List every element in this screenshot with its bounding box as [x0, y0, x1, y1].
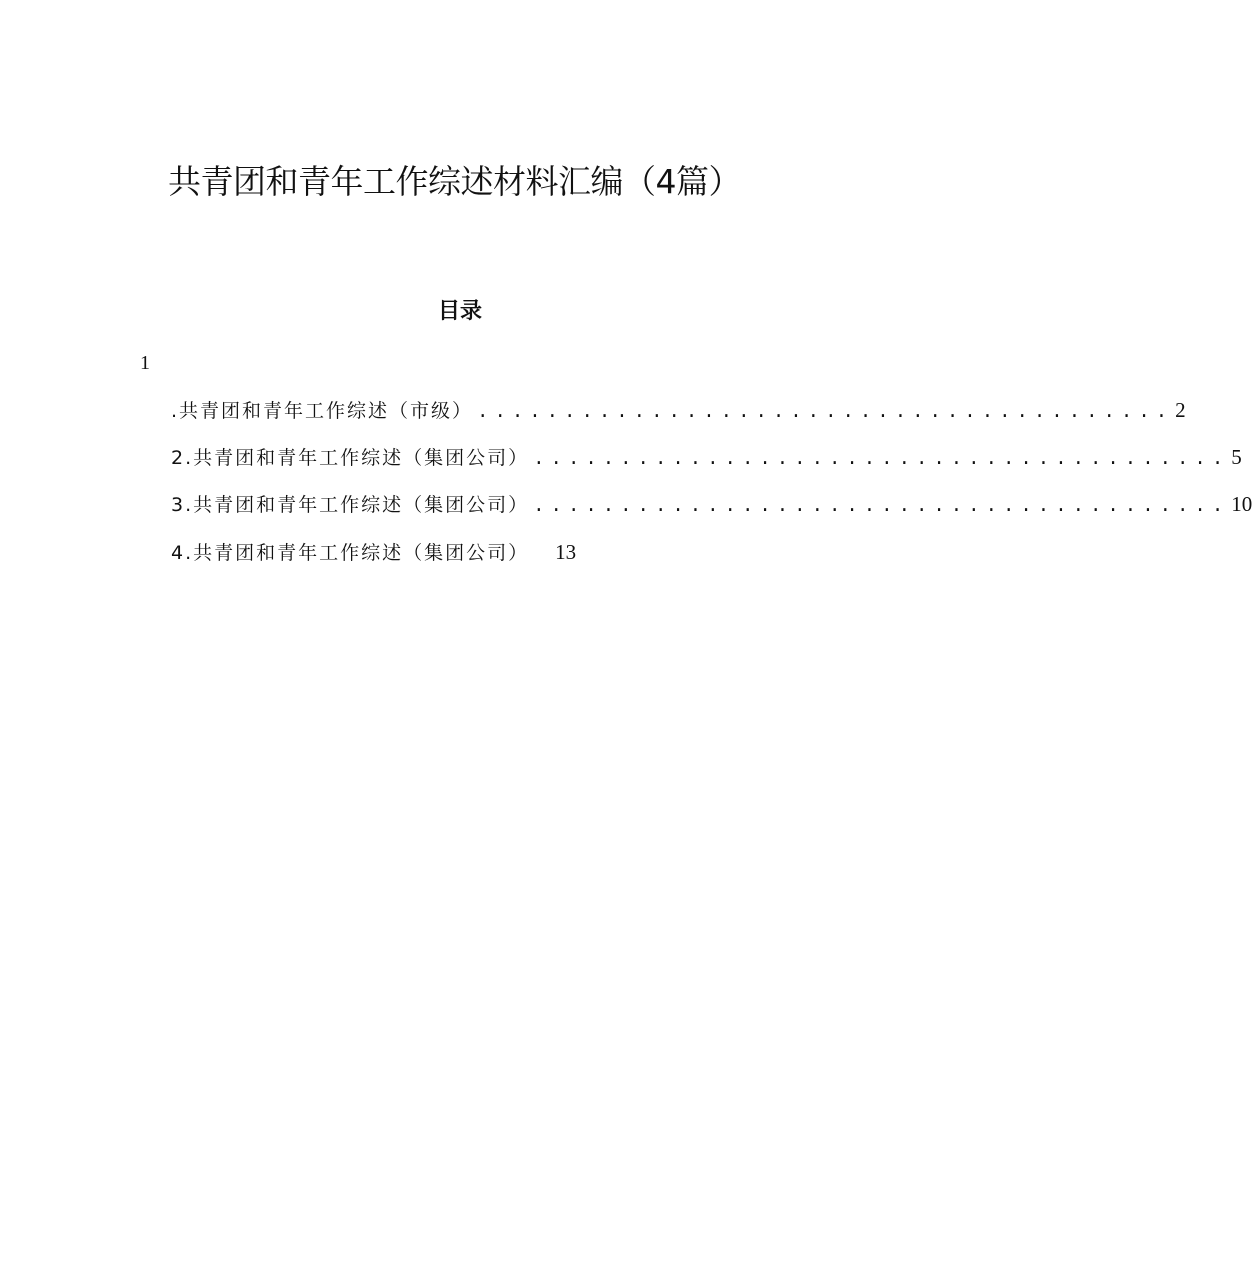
- toc-entry[interactable]: [171, 443, 1242, 473]
- toc-entry-label: 2.共青团和青年工作综述（集团公司）: [171, 447, 530, 469]
- toc-heading: 目录: [437, 298, 482, 324]
- toc-entry[interactable]: [171, 396, 1186, 426]
- toc-entry-leader: ........................................: [533, 448, 1230, 470]
- toc-entry-page: 13: [555, 540, 577, 564]
- toc-entry-label: 3.共青团和青年工作综述（集团公司）: [171, 494, 530, 516]
- toc-entry-label: 4.共青团和青年工作综述（集团公司）: [171, 542, 530, 564]
- toc-entry-label: .共青团和青年工作综述（市级）: [171, 400, 474, 422]
- toc-entry-page: 10: [1231, 492, 1252, 516]
- toc-first-number: 1: [140, 352, 150, 374]
- document-title: 共青团和青年工作综述材料汇编（4篇）: [168, 162, 741, 201]
- toc-entry[interactable]: [171, 490, 1252, 520]
- toc-entry-leader: ........................................: [477, 401, 1174, 423]
- toc-entry[interactable]: [171, 538, 576, 567]
- toc-entry-page: 2: [1175, 398, 1186, 422]
- toc-entry-page: 5: [1231, 445, 1242, 469]
- toc-entry-leader: ........................................: [533, 495, 1230, 517]
